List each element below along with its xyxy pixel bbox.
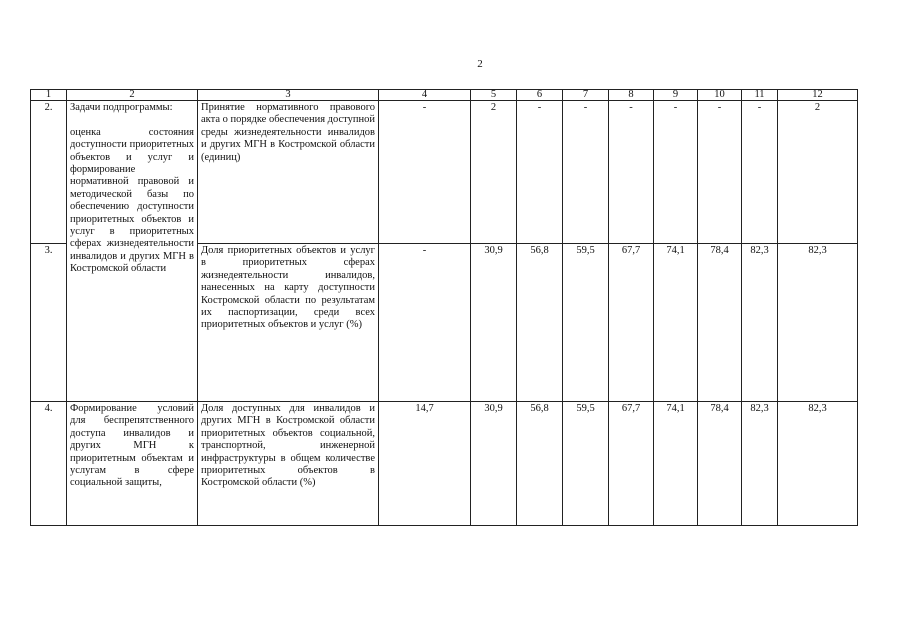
subprogram-task-cell: Формирование условий для беспрепятственного доступа инвалидов и других МГН к приоритетным объектам и услугам в сфере социальной защиты, <box>67 402 198 526</box>
table-header-row <box>31 90 858 101</box>
value-cell: 67,7 <box>609 402 654 526</box>
value-cell: 56,8 <box>517 402 563 526</box>
value-cell: 78,4 <box>698 244 742 402</box>
column-header: 8 <box>609 90 654 101</box>
value-cell: - <box>379 101 471 244</box>
column-header: 6 <box>517 90 563 101</box>
value-cell: - <box>563 101 609 244</box>
value-cell: - <box>379 244 471 402</box>
value-cell: - <box>654 101 698 244</box>
value-cell: 2 <box>471 101 517 244</box>
value-cell: 30,9 <box>471 402 517 526</box>
value-cell: - <box>698 101 742 244</box>
value-cell: 82,3 <box>778 402 858 526</box>
column-header: 2 <box>67 90 198 101</box>
row-number: 2. <box>31 101 67 244</box>
value-cell: 82,3 <box>742 244 778 402</box>
column-header: 5 <box>471 90 517 101</box>
value-cell: 56,8 <box>517 244 563 402</box>
value-cell: 74,1 <box>654 402 698 526</box>
indicators-table <box>30 89 858 526</box>
column-header: 7 <box>563 90 609 101</box>
value-cell: 67,7 <box>609 244 654 402</box>
column-header: 9 <box>654 90 698 101</box>
table-row <box>31 101 858 244</box>
page-number: 2 <box>477 58 483 70</box>
value-cell: 82,3 <box>778 244 858 402</box>
value-cell: - <box>517 101 563 244</box>
value-cell: 74,1 <box>654 244 698 402</box>
value-cell: 82,3 <box>742 402 778 526</box>
value-cell: 78,4 <box>698 402 742 526</box>
subprogram-task-cell: Задачи подпрограммы: оценка состояния доступности приоритетных объектов и услуг и формирование нормативной правовой и методической базы по обеспечению доступности приоритетных объектов и услуг в приоритетных сферах жизнедеятельности инвалидов и других МГН в Костромской области <box>67 101 198 402</box>
value-cell: 30,9 <box>471 244 517 402</box>
value-cell: 2 <box>778 101 858 244</box>
column-header: 3 <box>198 90 379 101</box>
indicator-cell: Доля доступных для инвалидов и других МГН в Костромской области приоритетных объектов социальной, транспортной, инженерной инфраструктуры в общем количестве приоритетных объектов в Костромской области (%) <box>198 402 379 526</box>
value-cell: 59,5 <box>563 244 609 402</box>
column-header: 11 <box>742 90 778 101</box>
value-cell: - <box>609 101 654 244</box>
row-number: 4. <box>31 402 67 526</box>
table-row <box>31 402 858 526</box>
column-header: 1 <box>31 90 67 101</box>
indicator-cell: Доля приоритетных объектов и услуг в приоритетных сферах жизнедеятельности инвалидов, нанесенных на карту доступности Костромской области по результатам их паспортизации, среди всех приоритетных объектов и услуг (%) <box>198 244 379 402</box>
column-header: 12 <box>778 90 858 101</box>
row-number: 3. <box>31 244 67 402</box>
value-cell: 59,5 <box>563 402 609 526</box>
column-header: 4 <box>379 90 471 101</box>
value-cell: 14,7 <box>379 402 471 526</box>
value-cell: - <box>742 101 778 244</box>
indicator-cell: Принятие нормативного правового акта о порядке обеспечения доступной среды жизнедеятельности инвалидов и других МГН в Костромской области (единиц) <box>198 101 379 244</box>
column-header: 10 <box>698 90 742 101</box>
